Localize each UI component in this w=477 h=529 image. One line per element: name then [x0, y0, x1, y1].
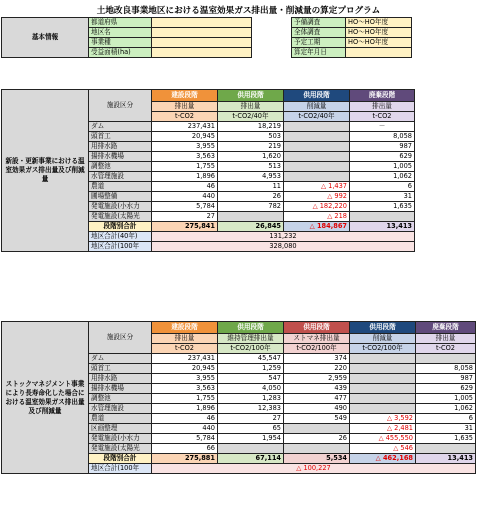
facility-name: 発電施設(太陽光	[89, 212, 152, 222]
value-cell[interactable]: △ 455,550	[350, 434, 416, 444]
value-cell[interactable]: 3,955	[152, 374, 218, 384]
value-cell[interactable]: 6	[416, 414, 476, 424]
value-cell[interactable]: 547	[218, 374, 284, 384]
value-cell[interactable]	[284, 424, 350, 434]
value-cell[interactable]: 8,058	[350, 132, 415, 142]
basic-key: 地区名	[89, 28, 152, 38]
value-cell[interactable]: 1,259	[218, 364, 284, 374]
kind-header: ストマネ排出量	[284, 334, 350, 344]
stage-header: 供用段階	[350, 322, 416, 334]
value-cell[interactable]	[350, 212, 415, 222]
kind-header: 維持管理排出量	[218, 334, 284, 344]
value-cell[interactable]: 26	[218, 192, 284, 202]
kind-header: 排出量	[350, 102, 415, 112]
unit-header: t-CO2	[350, 112, 415, 122]
value-cell[interactable]: 3,955	[152, 142, 218, 152]
value-cell[interactable]	[284, 172, 350, 182]
basic-value[interactable]	[152, 48, 252, 58]
facility-name: 調整池	[89, 162, 152, 172]
kind-header: 排出量	[416, 334, 476, 344]
value-cell[interactable]: △ 3,592	[350, 414, 416, 424]
facility-name: 頭首工	[89, 364, 152, 374]
value-cell[interactable]: 3,563	[152, 152, 218, 162]
stage-header: 供用段階	[218, 90, 284, 102]
facility-name: 揚排水機場	[89, 152, 152, 162]
stage-header: 供用段階	[284, 90, 350, 102]
total-100-label: 地区合計(100年	[89, 242, 152, 252]
value-cell[interactable]: 26	[284, 434, 350, 444]
facility-name: ダム	[89, 122, 152, 132]
value-cell[interactable]	[284, 152, 350, 162]
value-cell[interactable]: △ 218	[284, 212, 350, 222]
value-cell[interactable]	[284, 122, 350, 132]
basic-value[interactable]	[152, 18, 252, 28]
value-cell[interactable]: 27	[152, 212, 218, 222]
value-cell[interactable]	[218, 444, 284, 454]
value-cell[interactable]	[284, 132, 350, 142]
basic-key: 全体調査	[292, 28, 346, 38]
facility-header: 施設区分	[89, 90, 152, 122]
value-cell[interactable]: 65	[218, 424, 284, 434]
total-100-label: 地区合計(100年	[89, 464, 152, 474]
basic-value[interactable]: HO～HO年度	[346, 28, 412, 38]
value-cell[interactable]: 4,953	[218, 172, 284, 182]
facility-name: 用排水路	[89, 374, 152, 384]
value-cell[interactable]: 1,620	[218, 152, 284, 162]
subtotal-value: 5,534	[284, 454, 350, 464]
value-cell[interactable]: 513	[218, 162, 284, 172]
stock-management-table	[1, 321, 476, 474]
value-cell[interactable]: 4,050	[218, 384, 284, 394]
total-40-label: 地区合計(40年)	[89, 232, 152, 242]
subtotal-label: 段階別合計	[89, 454, 152, 464]
value-cell[interactable]: 1,896	[152, 404, 218, 414]
value-cell[interactable]: 46	[152, 182, 218, 192]
value-cell[interactable]	[284, 142, 350, 152]
facility-name: 発電施設(小水力	[89, 434, 152, 444]
value-cell[interactable]: 45,547	[218, 354, 284, 364]
basic-key: 算定年月日	[292, 48, 346, 58]
value-cell[interactable]: 1,005	[416, 394, 476, 404]
value-cell[interactable]: －	[350, 122, 415, 132]
facility-name: 揚排水機場	[89, 384, 152, 394]
value-cell[interactable]: △ 992	[284, 192, 350, 202]
basic-key: 事業種	[89, 38, 152, 48]
stage-header: 供用段階	[284, 322, 350, 334]
facility-name: 発電施設(太陽光	[89, 444, 152, 454]
unit-header: t-CO2/100年	[350, 344, 416, 354]
value-cell[interactable]: 31	[350, 192, 415, 202]
basic-value[interactable]: HO～HO年度	[346, 38, 412, 48]
subtotal-value: 13,413	[350, 222, 415, 232]
value-cell[interactable]: 1,062	[416, 404, 476, 414]
unit-header: t-CO2	[152, 112, 218, 122]
unit-header: t-CO2	[416, 344, 476, 354]
facility-header: 施設区分	[89, 322, 152, 354]
value-cell[interactable]	[284, 444, 350, 454]
value-cell[interactable]: 1,954	[218, 434, 284, 444]
value-cell[interactable]: △ 1,437	[284, 182, 350, 192]
value-cell[interactable]: 490	[284, 404, 350, 414]
basic-key: 予備調査	[292, 18, 346, 28]
value-cell[interactable]	[350, 404, 416, 414]
value-cell[interactable]: 549	[284, 414, 350, 424]
stage-header: 供用段階	[218, 322, 284, 334]
facility-name: 調整池	[89, 394, 152, 404]
value-cell[interactable]: 1,635	[416, 434, 476, 444]
basic-value[interactable]: HO～HO年度	[346, 18, 412, 28]
value-cell[interactable]: 12,383	[218, 404, 284, 414]
value-cell[interactable]	[416, 444, 476, 454]
basic-key: 予定工期	[292, 38, 346, 48]
value-cell[interactable]: 46	[152, 414, 218, 424]
unit-header: t-CO2/100年	[218, 344, 284, 354]
value-cell[interactable]: 440	[152, 192, 218, 202]
value-cell[interactable]	[284, 162, 350, 172]
facility-name: 頭首工	[89, 132, 152, 142]
facility-name: 圃場整備	[89, 192, 152, 202]
value-cell[interactable]: 440	[152, 424, 218, 434]
facility-name: 水管理施設	[89, 172, 152, 182]
stage-header: 廃棄段階	[416, 322, 476, 334]
value-cell[interactable]	[350, 384, 416, 394]
value-cell[interactable]: 220	[284, 364, 350, 374]
value-cell[interactable]: 629	[416, 384, 476, 394]
stage-header: 建設段階	[152, 90, 218, 102]
value-cell[interactable]: 3,563	[152, 384, 218, 394]
stage-header: 建設段階	[152, 322, 218, 334]
unit-header: t-CO2/100年	[284, 344, 350, 354]
value-cell[interactable]: 1,896	[152, 172, 218, 182]
value-cell[interactable]: △ 182,220	[284, 202, 350, 212]
value-cell[interactable]: 374	[284, 354, 350, 364]
value-cell[interactable]: 20,945	[152, 364, 218, 374]
value-cell[interactable]: 629	[350, 152, 415, 162]
value-cell[interactable]: 1,062	[350, 172, 415, 182]
value-cell[interactable]: 11	[218, 182, 284, 192]
unit-header: t-CO2/40年	[284, 112, 350, 122]
subtotal-value: △ 462,168	[350, 454, 416, 464]
value-cell[interactable]: 1,283	[218, 394, 284, 404]
value-cell[interactable]	[350, 394, 416, 404]
kind-header: 排出量	[152, 334, 218, 344]
value-cell[interactable]	[350, 364, 416, 374]
value-cell[interactable]: 1,755	[152, 162, 218, 172]
value-cell[interactable]: 5,784	[152, 202, 218, 212]
value-cell[interactable]	[218, 212, 284, 222]
new-project-table	[1, 89, 415, 252]
value-cell[interactable]: 782	[218, 202, 284, 212]
value-cell[interactable]: △ 546	[350, 444, 416, 454]
facility-name: 区画整理	[89, 424, 152, 434]
subtotal-label: 段階別合計	[89, 222, 152, 232]
kind-header: 排出量	[152, 102, 218, 112]
basic-info-table	[1, 17, 412, 58]
value-cell[interactable]: 1,635	[350, 202, 415, 212]
value-cell[interactable]: △ 2,481	[350, 424, 416, 434]
value-cell[interactable]: 5,784	[152, 434, 218, 444]
page-title: 土地改良事業地区における温室効果ガス排出量・削減量の算定プログラム	[96, 6, 381, 16]
basic-key: 都道府県	[89, 18, 152, 28]
subtotal-value: 275,881	[152, 454, 218, 464]
total-40-value: 131,232	[152, 232, 415, 242]
kind-header: 削減量	[350, 334, 416, 344]
value-cell[interactable]: 27	[218, 414, 284, 424]
value-cell[interactable]: 219	[218, 142, 284, 152]
value-cell[interactable]: 20,945	[152, 132, 218, 142]
value-cell[interactable]: 1,005	[350, 162, 415, 172]
subtotal-value: 13,413	[416, 454, 476, 464]
basic-value[interactable]	[152, 28, 252, 38]
basic-key: 受益面積(ha)	[89, 48, 152, 58]
section-label: ストックマネジメント事業により長寿命化した場合における温室効果ガス排出量及び削減量	[2, 322, 89, 474]
value-cell[interactable]: 1,755	[152, 394, 218, 404]
value-cell[interactable]: 237,431	[152, 122, 218, 132]
value-cell[interactable]: 987	[416, 374, 476, 384]
basic-value[interactable]	[152, 38, 252, 48]
facility-name: 発電施設(小水力	[89, 202, 152, 212]
subtotal-value: 26,845	[218, 222, 284, 232]
facility-name: ダム	[89, 354, 152, 364]
facility-name: 農道	[89, 414, 152, 424]
subtotal-value: 275,841	[152, 222, 218, 232]
kind-header: 排出量	[218, 102, 284, 112]
value-cell[interactable]: 66	[152, 444, 218, 454]
subtotal-value: 67,114	[218, 454, 284, 464]
basic-value[interactable]	[346, 48, 412, 58]
unit-header: t-CO2/40年	[218, 112, 284, 122]
value-cell[interactable]: 439	[284, 384, 350, 394]
unit-header: t-CO2	[152, 344, 218, 354]
value-cell[interactable]	[350, 354, 416, 364]
value-cell[interactable]	[416, 354, 476, 364]
stage-header: 廃棄段階	[350, 90, 415, 102]
value-cell[interactable]: 6	[350, 182, 415, 192]
value-cell[interactable]: 31	[416, 424, 476, 434]
facility-name: 水管理施設	[89, 404, 152, 414]
value-cell[interactable]	[350, 374, 416, 384]
value-cell[interactable]: 503	[218, 132, 284, 142]
facility-name: 用排水路	[89, 142, 152, 152]
value-cell[interactable]: 477	[284, 394, 350, 404]
total-100-value: 328,080	[152, 242, 415, 252]
value-cell[interactable]: 18,219	[218, 122, 284, 132]
section-label: 新設・更新事業における温室効果ガス排出量及び削減量	[2, 90, 89, 252]
kind-header: 削減量	[284, 102, 350, 112]
value-cell[interactable]: 2,959	[284, 374, 350, 384]
value-cell[interactable]: 987	[350, 142, 415, 152]
facility-name: 農道	[89, 182, 152, 192]
value-cell[interactable]: 8,058	[416, 364, 476, 374]
value-cell[interactable]: 237,431	[152, 354, 218, 364]
total-100-value: △ 100,227	[152, 464, 476, 474]
subtotal-value: △ 184,867	[284, 222, 350, 232]
basic-info-label: 基本情報	[2, 18, 89, 58]
